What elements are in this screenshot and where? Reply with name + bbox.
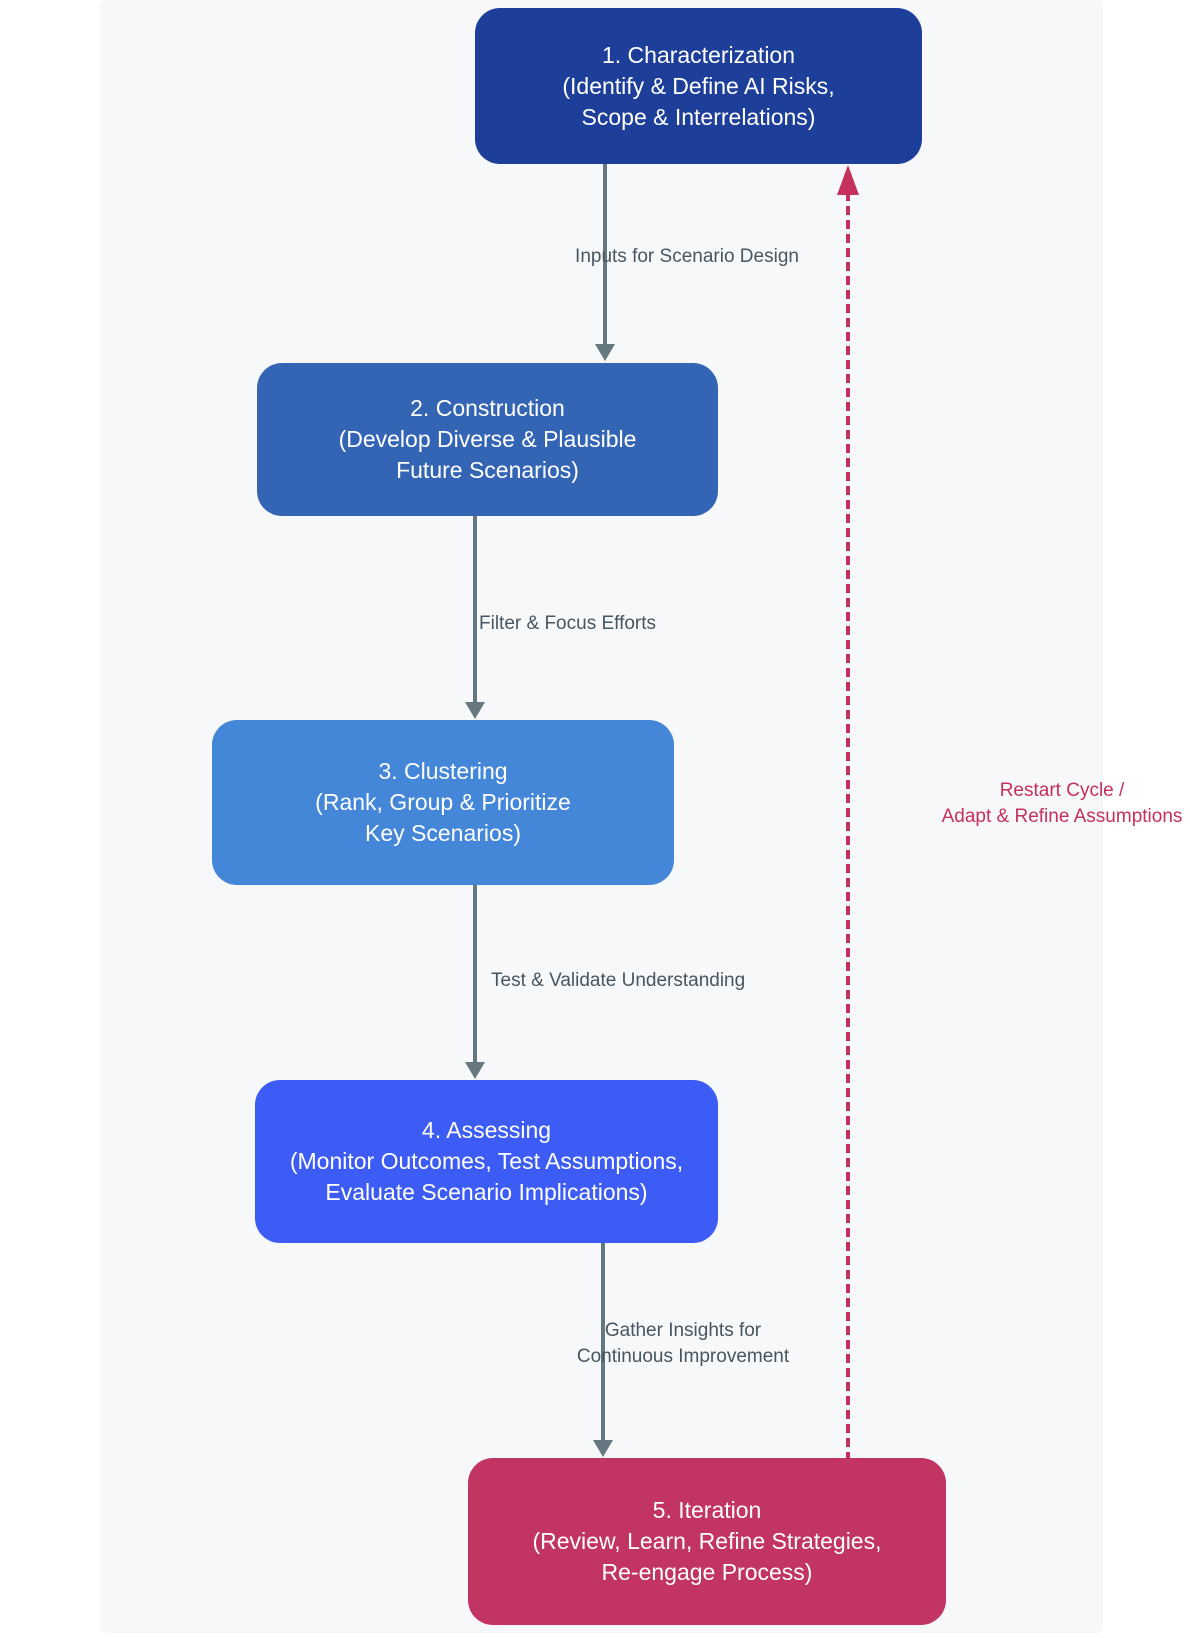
- edge-label-line: Continuous Improvement: [576, 1346, 790, 1367]
- edge-iteration-to-characterization-dashed: [846, 192, 850, 1458]
- node-title: 2. Construction: [410, 395, 565, 421]
- edge-construction-to-clustering: [473, 516, 477, 702]
- node-subtitle: (Review, Learn, Refine Strategies,: [532, 1528, 882, 1554]
- arrowhead-down-icon: [595, 344, 615, 361]
- edge-label-gather: [577, 1318, 789, 1370]
- arrowhead-down-icon: [465, 702, 485, 719]
- node-assessing: [255, 1080, 718, 1243]
- arrowhead-down-icon: [593, 1440, 613, 1457]
- edge-label-filter: Filter & Focus Efforts: [479, 613, 657, 634]
- arrowhead-up-icon: [837, 165, 859, 195]
- node-subtitle: (Monitor Outcomes, Test Assumptions,: [289, 1148, 684, 1174]
- node-subtitle: (Rank, Group & Prioritize: [315, 789, 571, 815]
- node-title: 4. Assessing: [421, 1117, 552, 1143]
- node-subtitle: Scope & Interrelations): [581, 103, 816, 130]
- node-title: 1. Characterization: [601, 41, 796, 68]
- node-clustering: [212, 720, 674, 885]
- edge-label-line: Gather Insights for: [604, 1320, 762, 1341]
- node-construction: [257, 363, 718, 516]
- edge-label-line: Adapt & Refine Assumptions: [941, 806, 1183, 827]
- flowchart-canvas: [100, 0, 1183, 1633]
- node-subtitle: Evaluate Scenario Implications): [325, 1179, 648, 1205]
- edge-clustering-to-assessing: [473, 885, 477, 1062]
- node-characterization: [475, 8, 922, 164]
- edge-label-restart: [942, 778, 1183, 830]
- node-subtitle: Future Scenarios): [396, 457, 579, 483]
- edge-label-test: Test & Validate Understanding: [491, 970, 746, 991]
- arrowhead-down-icon: [465, 1062, 485, 1079]
- edge-label-line: Restart Cycle /: [999, 780, 1125, 801]
- node-subtitle: (Develop Diverse & Plausible: [338, 426, 637, 452]
- node-iteration: [468, 1458, 946, 1625]
- node-subtitle: Re-engage Process): [601, 1559, 813, 1585]
- edge-label-inputs: Inputs for Scenario Design: [575, 246, 799, 267]
- node-subtitle: Key Scenarios): [365, 820, 521, 846]
- node-title: 3. Clustering: [378, 758, 508, 784]
- node-title: 5. Iteration: [652, 1497, 762, 1523]
- node-subtitle: (Identify & Define AI Risks,: [562, 72, 835, 99]
